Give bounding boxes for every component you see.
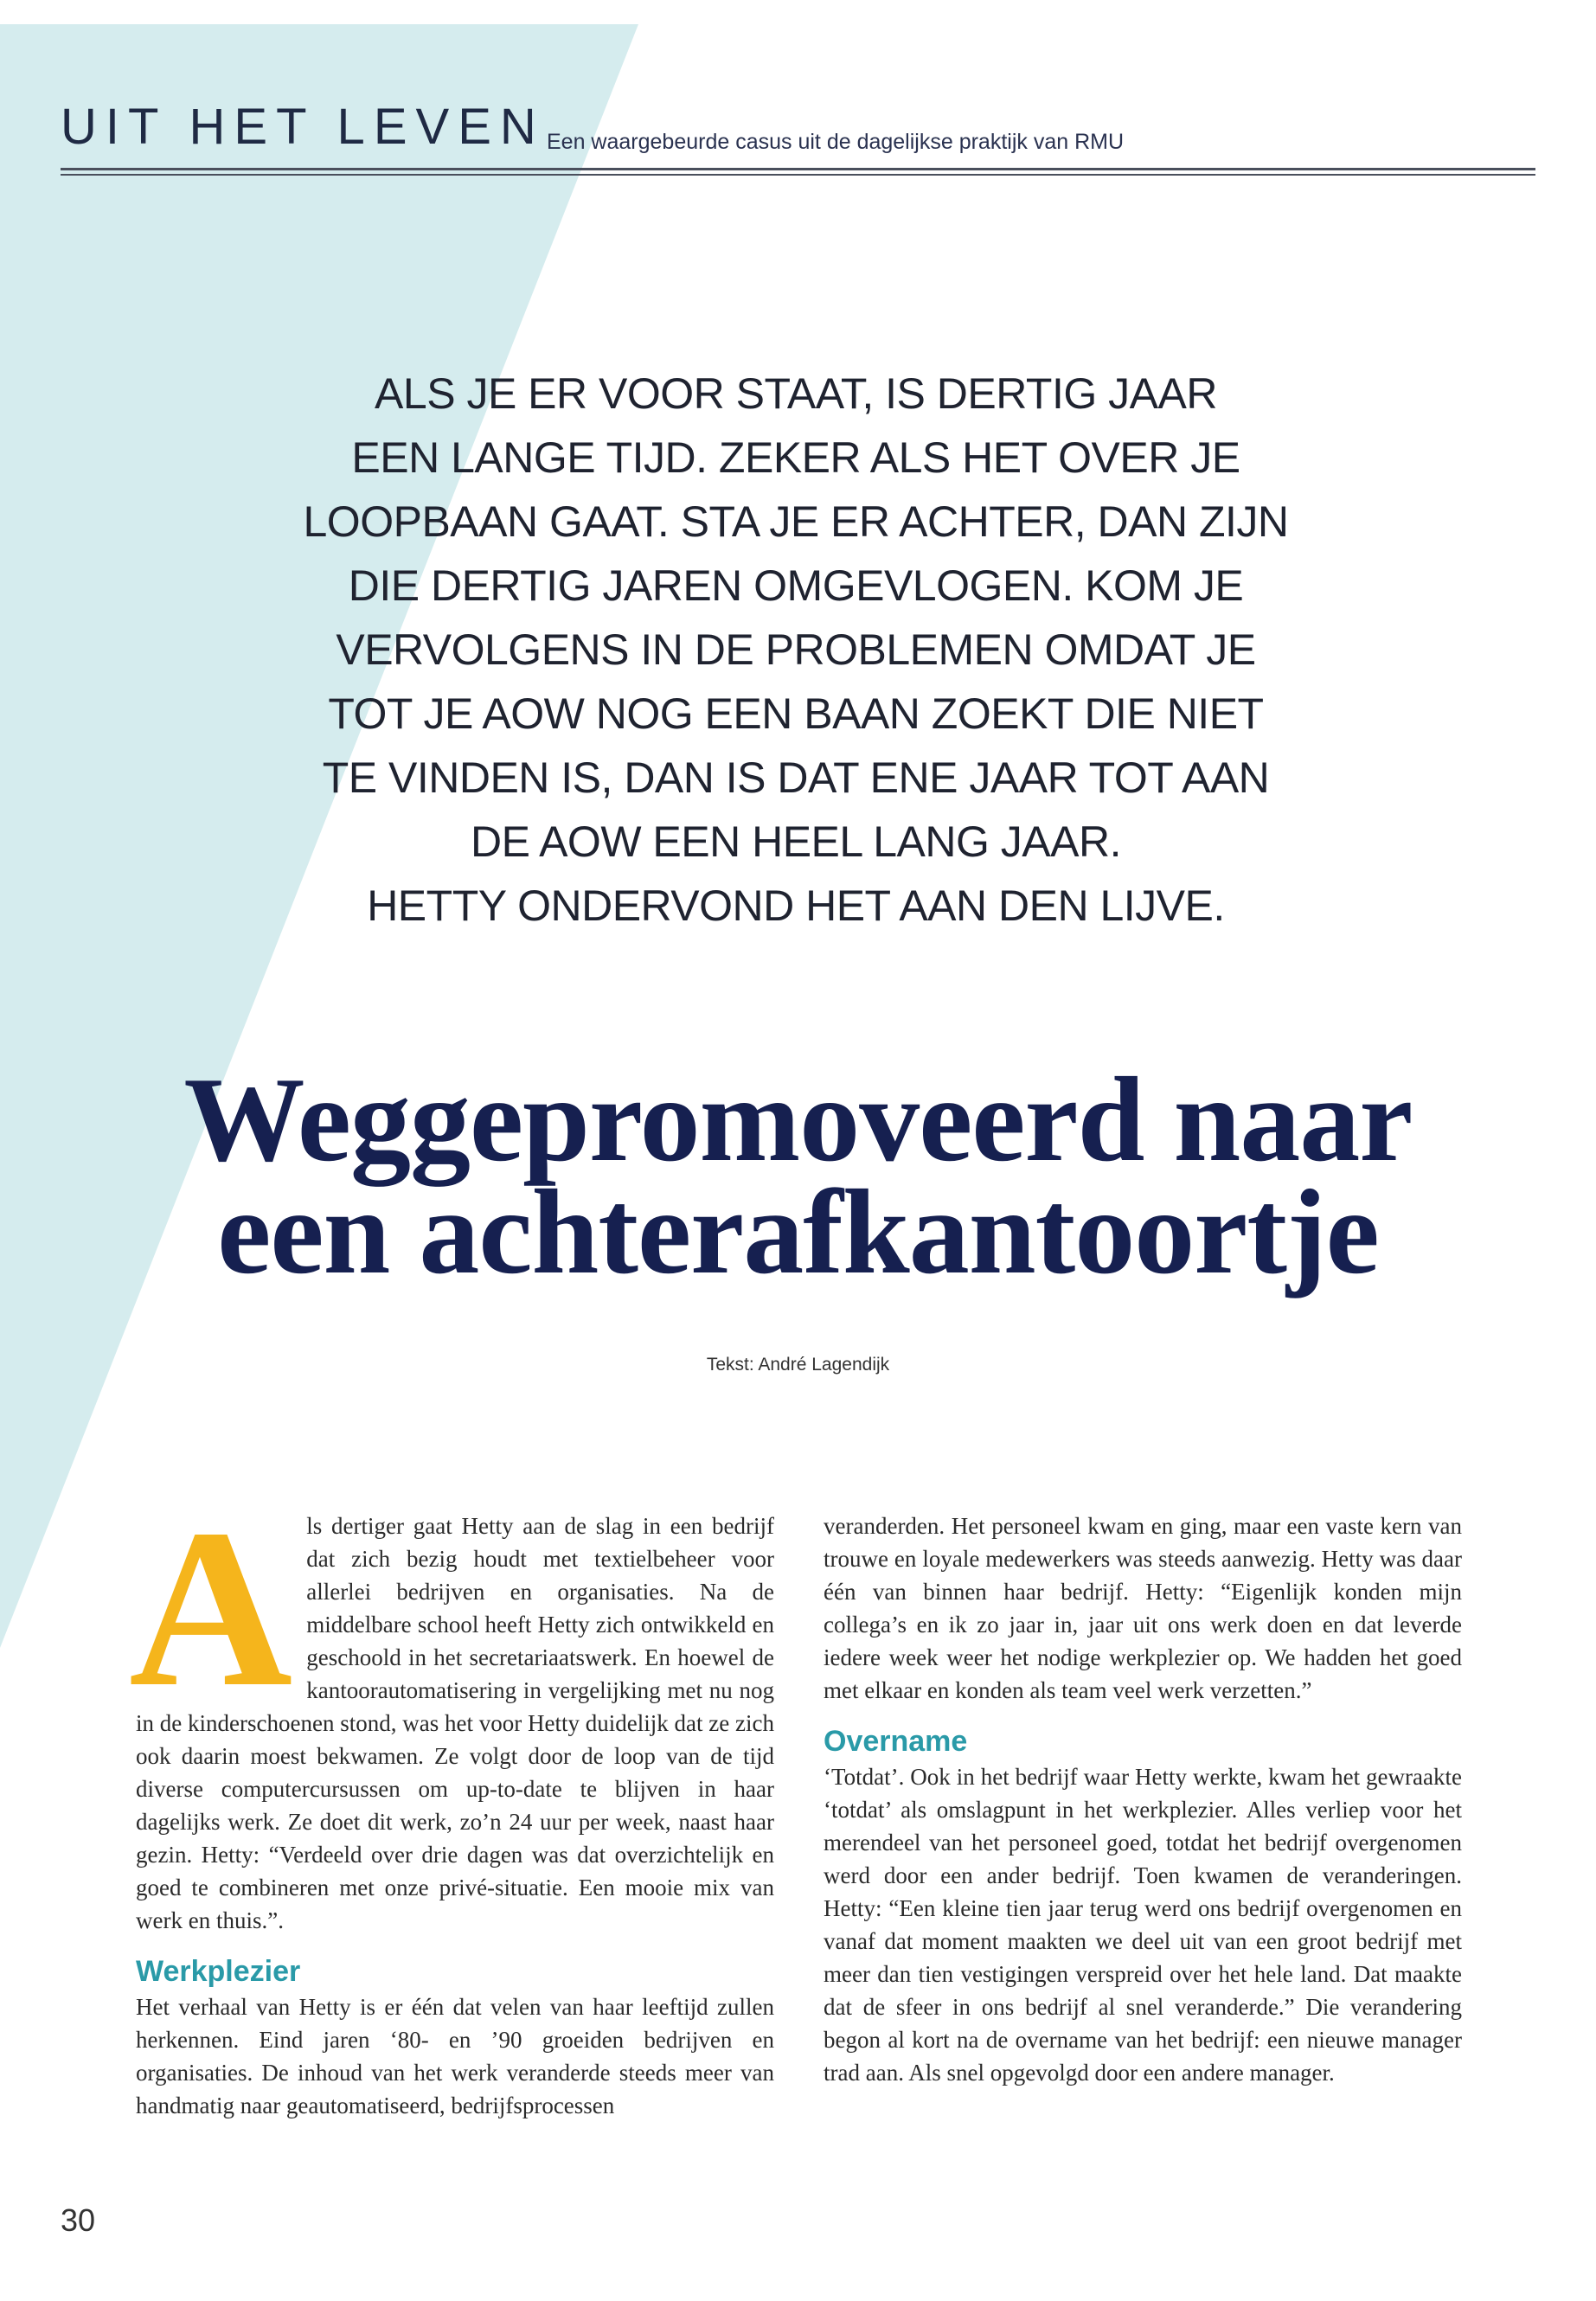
intro-line: LOOPBAAN GAAT. STA JE ER ACHTER, DAN ZIJN	[303, 497, 1289, 546]
subhead-overname: Overname	[824, 1725, 968, 1758]
byline: Tekst: André Lagendijk	[706, 1355, 890, 1375]
subhead-werkplezier: Werkplezier	[136, 1955, 301, 1988]
header-rule-secondary	[61, 174, 1535, 176]
intro-line: DE AOW EEN HEEL LANG JAAR.	[470, 817, 1121, 866]
intro-text	[251, 362, 1341, 938]
section-label: UIT HET LEVEN	[61, 99, 545, 155]
dropcap: A	[129, 1483, 293, 1734]
section-subtitle: Een waargebeurde casus uit de dagelijkse praktijk van RMU	[547, 130, 1125, 154]
headline-line-2: een achterafkantoortje	[217, 1165, 1379, 1299]
intro-line: DIE DERTIG JAREN OMGEVLOGEN. KOM JE	[348, 561, 1244, 610]
article-column-left	[129, 1483, 774, 2122]
paragraph: Het verhaal van Hetty is er één dat velen van haar leeftijd zullen herkennen. Eind jaren ‘80- en ’90 groeiden bedrijven en organisaties. De inhoud van het werk veranderde steeds meer van handmatig naar geautomatiseerd, bedrijfsprocessen	[136, 1994, 774, 2118]
intro-line: HETTY ONDERVOND HET AAN DEN LIJVE.	[367, 881, 1225, 930]
intro-line: TOT JE AOW NOG EEN BAAN ZOEKT DIE NIET	[328, 689, 1264, 738]
intro-line: ALS JE ER VOOR STAAT, IS DERTIG JAAR	[375, 369, 1217, 418]
header-rule	[61, 168, 1535, 170]
paragraph: ‘Totdat’. Ook in het bedrijf waar Hetty werkte, kwam het gewraakte ‘totdat’ als omslagpunt in het werkplezier. Alles verliep voor het merendeel van het personeel goed, totdat het bedrijf overgenomen werd door een ander bedrijf. Toen kwamen de veranderingen. Hetty: “Een kleine tien jaar terug werd ons bedrijf overgenomen en vanaf dat moment maakten we deel uit van een groot bedrijf met meer dan tien vestigingen verspreid over het hele land. Dat maakte dat de sfeer in ons bedrijf al snel veranderde.” Die verandering begon al kort na de overname van het bedrijf: een nieuwe manager trad aan. Als snel opgevolgd door een andere manager.	[824, 1764, 1462, 2086]
page-number: 30	[61, 2202, 96, 2238]
intro-line: TE VINDEN IS, DAN IS DAT ENE JAAR TOT AAN	[322, 753, 1270, 802]
headline-line-1: Weggepromoveerd naar	[183, 1053, 1413, 1187]
article-column-right	[824, 1509, 1462, 2089]
paragraph: ls dertiger gaat Hetty aan de slag in een bedrijf dat zich bezig houdt met textielbeheer voor allerlei bedrijven en organisaties. Na de middelbare school heeft Hetty zich ontwikkeld en geschoold in het secretariaatswerk. En hoewel de kantoorautomatisering in vergelijking met nu nog in de kinderschoenen stond, was het voor Hetty duidelijk dat ze zich ook daarin moest bekwamen. Ze volgt door de loop van de tijd diverse computercursussen om up-to-date te blijven in haar dagelijks werk. Ze doet dit werk, zo’n 24 uur per week, naast haar gezin. Hetty: “Verdeeld over drie dagen was dat overzichtelijk en goed te combineren met onze privé-situatie. Een mooie mix van werk en thuis.”.	[136, 1513, 774, 1933]
intro-line: VERVOLGENS IN DE PROBLEMEN OMDAT JE	[336, 625, 1256, 674]
paragraph: veranderden. Het personeel kwam en ging, maar een vaste kern van trouwe en loyale medewerkers was steeds aanwezig. Hetty was daar één van binnen haar bedrijf. Hetty: “Eigenlijk konden mijn collega’s en ik zo jaar in, jaar uit ons werk doen en dat leverde iedere week weer het nodige werkplezier op. We hadden het goed met elkaar en konden als team veel werk verzetten.”	[824, 1513, 1462, 1703]
intro-line: EEN LANGE TIJD. ZEKER ALS HET OVER JE	[351, 433, 1240, 482]
article-headline	[87, 1053, 1509, 1299]
